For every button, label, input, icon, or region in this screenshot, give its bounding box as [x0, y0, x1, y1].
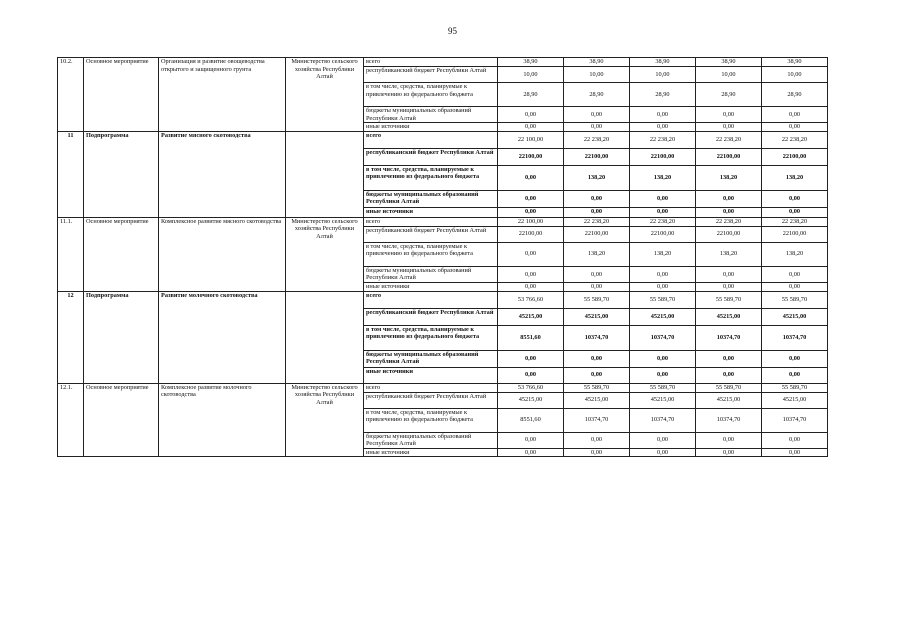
- amount-cell: 138,20: [696, 242, 762, 266]
- block-number: 11.1.: [58, 217, 84, 291]
- table-row: [58, 58, 828, 67]
- source-label: бюджеты муниципальных образований Республики Алтай: [364, 107, 498, 123]
- amount-cell: 22 238,20: [762, 131, 828, 148]
- amount-cell: 45215,00: [696, 392, 762, 408]
- block-number: 10.2.: [58, 58, 84, 132]
- amount-cell: 22100,00: [696, 226, 762, 242]
- amount-cell: 0,00: [498, 190, 564, 207]
- source-label: иные источники: [364, 282, 498, 291]
- amount-cell: 28,90: [762, 83, 828, 107]
- amount-cell: 28,90: [498, 83, 564, 107]
- block-executor: Министерство сельского хозяйства Республики Алтай: [286, 58, 364, 132]
- amount-cell: 55 589,70: [762, 291, 828, 308]
- amount-cell: 0,00: [498, 266, 564, 282]
- amount-cell: 45215,00: [498, 392, 564, 408]
- block-executor: Министерство сельского хозяйства Республики Алтай: [286, 383, 364, 457]
- amount-cell: 10374,70: [696, 325, 762, 350]
- source-label: республиканский бюджет Республики Алтай: [364, 67, 498, 83]
- amount-cell: 55 589,70: [630, 291, 696, 308]
- amount-cell: 138,20: [762, 165, 828, 190]
- source-label: иные источники: [364, 207, 498, 217]
- amount-cell: 45215,00: [564, 392, 630, 408]
- amount-cell: 55 589,70: [696, 383, 762, 392]
- amount-cell: 0,00: [762, 367, 828, 383]
- amount-cell: 8551,60: [498, 325, 564, 350]
- amount-cell: 0,00: [498, 242, 564, 266]
- source-label: республиканский бюджет Республики Алтай: [364, 226, 498, 242]
- amount-cell: 45215,00: [762, 308, 828, 325]
- amount-cell: 38,90: [498, 58, 564, 67]
- amount-cell: 45215,00: [762, 392, 828, 408]
- block-number: 11: [58, 131, 84, 217]
- amount-cell: 38,90: [762, 58, 828, 67]
- amount-cell: 0,00: [696, 367, 762, 383]
- source-label: иные источники: [364, 123, 498, 132]
- amount-cell: 10,00: [696, 67, 762, 83]
- amount-cell: 0,00: [762, 432, 828, 448]
- source-label: бюджеты муниципальных образований Республики Алтай: [364, 432, 498, 448]
- block-executor: [286, 291, 364, 383]
- amount-cell: 0,00: [498, 207, 564, 217]
- source-label: всего: [364, 217, 498, 226]
- amount-cell: 0,00: [630, 432, 696, 448]
- amount-cell: 0,00: [564, 282, 630, 291]
- amount-cell: 138,20: [630, 242, 696, 266]
- block-type: Подпрограмма: [84, 131, 159, 217]
- source-label: в том числе, средства, планируемые к привлечению из федерального бюджета: [364, 83, 498, 107]
- amount-cell: 0,00: [498, 165, 564, 190]
- source-label: в том числе, средства, планируемые к привлечению из федерального бюджета: [364, 242, 498, 266]
- source-label: в том числе, средства, планируемые к привлечению из федерального бюджета: [364, 408, 498, 432]
- amount-cell: 10374,70: [762, 408, 828, 432]
- amount-cell: 22 100,00: [498, 131, 564, 148]
- amount-cell: 0,00: [762, 207, 828, 217]
- amount-cell: 138,20: [564, 242, 630, 266]
- amount-cell: 138,20: [696, 165, 762, 190]
- amount-cell: 22100,00: [498, 148, 564, 165]
- amount-cell: 0,00: [564, 207, 630, 217]
- amount-cell: 0,00: [498, 350, 564, 367]
- table-body: [58, 58, 828, 457]
- amount-cell: 45215,00: [498, 308, 564, 325]
- amount-cell: 22100,00: [564, 148, 630, 165]
- amount-cell: 10374,70: [564, 325, 630, 350]
- amount-cell: 0,00: [564, 123, 630, 132]
- source-label: бюджеты муниципальных образований Республики Алтай: [364, 350, 498, 367]
- amount-cell: 22 238,20: [696, 131, 762, 148]
- amount-cell: 10374,70: [630, 325, 696, 350]
- amount-cell: 0,00: [696, 190, 762, 207]
- amount-cell: 45215,00: [630, 392, 696, 408]
- amount-cell: 0,00: [630, 350, 696, 367]
- amount-cell: 0,00: [762, 350, 828, 367]
- amount-cell: 0,00: [696, 123, 762, 132]
- amount-cell: 0,00: [564, 107, 630, 123]
- amount-cell: 0,00: [564, 266, 630, 282]
- amount-cell: 22 238,20: [630, 131, 696, 148]
- amount-cell: 0,00: [564, 350, 630, 367]
- amount-cell: 0,00: [762, 448, 828, 457]
- amount-cell: 10,00: [762, 67, 828, 83]
- source-label: иные источники: [364, 448, 498, 457]
- amount-cell: 22 238,20: [564, 131, 630, 148]
- amount-cell: 0,00: [630, 266, 696, 282]
- amount-cell: 53 766,60: [498, 291, 564, 308]
- amount-cell: 22 238,20: [630, 217, 696, 226]
- source-label: в том числе, средства, планируемые к привлечению из федерального бюджета: [364, 165, 498, 190]
- source-label: всего: [364, 58, 498, 67]
- amount-cell: 53 766,60: [498, 383, 564, 392]
- amount-cell: 0,00: [564, 432, 630, 448]
- amount-cell: 0,00: [498, 432, 564, 448]
- amount-cell: 0,00: [498, 367, 564, 383]
- amount-cell: 55 589,70: [564, 291, 630, 308]
- block-name: Развитие мясного скотоводства: [159, 131, 286, 217]
- block-name: Развитие молочного скотоводства: [159, 291, 286, 383]
- block-executor: Министерство сельского хозяйства Республики Алтай: [286, 217, 364, 291]
- amount-cell: 22100,00: [630, 148, 696, 165]
- amount-cell: 22100,00: [696, 148, 762, 165]
- table-row: [58, 217, 828, 226]
- amount-cell: 138,20: [762, 242, 828, 266]
- amount-cell: 28,90: [696, 83, 762, 107]
- amount-cell: 22 238,20: [696, 217, 762, 226]
- amount-cell: 0,00: [630, 282, 696, 291]
- amount-cell: 38,90: [630, 58, 696, 67]
- amount-cell: 10,00: [630, 67, 696, 83]
- amount-cell: 0,00: [498, 282, 564, 291]
- amount-cell: 0,00: [498, 448, 564, 457]
- amount-cell: 22100,00: [564, 226, 630, 242]
- amount-cell: 55 589,70: [696, 291, 762, 308]
- amount-cell: 0,00: [564, 367, 630, 383]
- amount-cell: 10374,70: [564, 408, 630, 432]
- source-label: всего: [364, 131, 498, 148]
- amount-cell: 0,00: [630, 190, 696, 207]
- amount-cell: 0,00: [696, 266, 762, 282]
- source-label: всего: [364, 383, 498, 392]
- block-type: Основное мероприятие: [84, 58, 159, 132]
- table-row: [58, 383, 828, 392]
- amount-cell: 45215,00: [564, 308, 630, 325]
- amount-cell: 0,00: [696, 350, 762, 367]
- amount-cell: 8551,60: [498, 408, 564, 432]
- amount-cell: 0,00: [630, 123, 696, 132]
- amount-cell: 0,00: [762, 266, 828, 282]
- amount-cell: 0,00: [498, 107, 564, 123]
- amount-cell: 22 238,20: [762, 217, 828, 226]
- amount-cell: 55 589,70: [762, 383, 828, 392]
- source-label: республиканский бюджет Республики Алтай: [364, 308, 498, 325]
- source-label: бюджеты муниципальных образований Республики Алтай: [364, 266, 498, 282]
- source-label: бюджеты муниципальных образований Республики Алтай: [364, 190, 498, 207]
- amount-cell: 0,00: [630, 448, 696, 457]
- amount-cell: 10374,70: [762, 325, 828, 350]
- amount-cell: 0,00: [564, 448, 630, 457]
- table-row: [58, 131, 828, 148]
- amount-cell: 0,00: [630, 367, 696, 383]
- amount-cell: 22100,00: [762, 148, 828, 165]
- source-label: республиканский бюджет Республики Алтай: [364, 392, 498, 408]
- block-type: Основное мероприятие: [84, 217, 159, 291]
- amount-cell: 138,20: [630, 165, 696, 190]
- amount-cell: 22100,00: [762, 226, 828, 242]
- block-number: 12.1.: [58, 383, 84, 457]
- amount-cell: 22 238,20: [564, 217, 630, 226]
- table-row: [58, 291, 828, 308]
- amount-cell: 28,90: [630, 83, 696, 107]
- amount-cell: 45215,00: [696, 308, 762, 325]
- block-type: Подпрограмма: [84, 291, 159, 383]
- amount-cell: 38,90: [696, 58, 762, 67]
- block-type: Основное мероприятие: [84, 383, 159, 457]
- amount-cell: 0,00: [762, 190, 828, 207]
- block-executor: [286, 131, 364, 217]
- amount-cell: 22100,00: [630, 226, 696, 242]
- block-name: Комплексное развитие молочного скотоводства: [159, 383, 286, 457]
- block-number: 12: [58, 291, 84, 383]
- amount-cell: 0,00: [696, 432, 762, 448]
- amount-cell: 0,00: [696, 207, 762, 217]
- funding-table: [57, 57, 828, 457]
- page-number: 95: [448, 26, 457, 36]
- amount-cell: 0,00: [762, 123, 828, 132]
- amount-cell: 22 100,00: [498, 217, 564, 226]
- amount-cell: 0,00: [564, 190, 630, 207]
- amount-cell: 0,00: [696, 282, 762, 291]
- amount-cell: 0,00: [630, 207, 696, 217]
- block-name: Организация и развитие овощеводства открытого и защищенного грунта: [159, 58, 286, 132]
- amount-cell: 55 589,70: [630, 383, 696, 392]
- amount-cell: 138,20: [564, 165, 630, 190]
- amount-cell: 10,00: [564, 67, 630, 83]
- amount-cell: 55 589,70: [564, 383, 630, 392]
- amount-cell: 22100,00: [498, 226, 564, 242]
- amount-cell: 28,90: [564, 83, 630, 107]
- amount-cell: 0,00: [762, 107, 828, 123]
- amount-cell: 38,90: [564, 58, 630, 67]
- amount-cell: 10,00: [498, 67, 564, 83]
- source-label: в том числе, средства, планируемые к привлечению из федерального бюджета: [364, 325, 498, 350]
- amount-cell: 0,00: [498, 123, 564, 132]
- amount-cell: 0,00: [696, 448, 762, 457]
- amount-cell: 0,00: [696, 107, 762, 123]
- amount-cell: 10374,70: [630, 408, 696, 432]
- amount-cell: 10374,70: [696, 408, 762, 432]
- source-label: иные источники: [364, 367, 498, 383]
- amount-cell: 45215,00: [630, 308, 696, 325]
- amount-cell: 0,00: [762, 282, 828, 291]
- source-label: республиканский бюджет Республики Алтай: [364, 148, 498, 165]
- source-label: всего: [364, 291, 498, 308]
- block-name: Комплексное развитие мясного скотоводства: [159, 217, 286, 291]
- amount-cell: 0,00: [630, 107, 696, 123]
